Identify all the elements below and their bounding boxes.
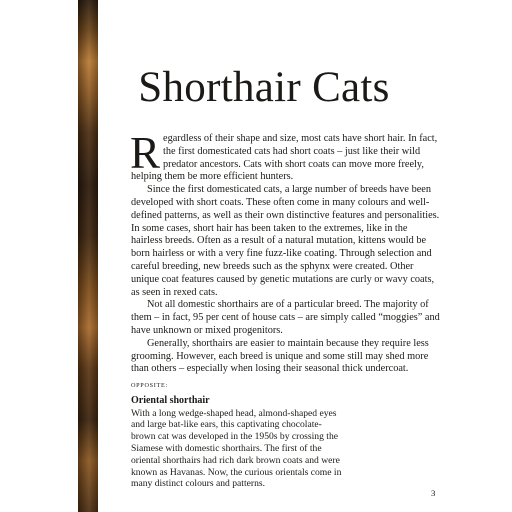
paragraph-4: Generally, shorthairs are easier to maintain because they require less grooming. However, each breed is unique and some still may shed more than others – especially when losing their seasonal thick undercoat. xyxy=(131,337,429,375)
photo-caption xyxy=(131,380,346,490)
paragraph-1-text: egardless of their shape and size, most cats have short hair. In fact, the first domesticated cats had short coats – just like their wild predator ancestors. Cats with short coats can move more freely, helping them be more efficient hunters. xyxy=(131,133,438,183)
drop-cap: R xyxy=(130,128,161,178)
body-text xyxy=(130,128,441,376)
paragraph-1 xyxy=(130,128,441,184)
page-number: 3 xyxy=(431,488,436,498)
caption-text: With a long wedge-shaped head, almond-shaped eyes and large bat-like ears, this captivating chocolate-brown cat was developed in the 1950s by crossing the Siamese with domestic shorthairs. The first of the oriental shorthairs had rich dark brown coats and were known as Havanas. Now, the curious orientals come in many distinct colours and patterns. xyxy=(131,407,342,490)
paragraph-2: Since the first domesticated cats, a large number of breeds have been developed with short coats. These often come in many colours and well-defined patterns, as well as their own distinctive features and personalities. In some cases, short hair has been taken to the extremes, like in the hairless breeds. Often as a result of a natural mutation, kittens would be born hairless or with a very fine fuzz-like coating. Through selection and careful breeding, new breeds such as the sphynx were created. Other unique coat features caused by genetic mutations are curly or wavy coats, as seen in rexed cats. xyxy=(131,184,440,298)
caption-title: Oriental shorthair xyxy=(131,394,210,406)
paragraph-3: Not all domestic shorthairs are of a particular breed. The majority of them – in fact, 95 per cent of house cats – are simply called “moggies” and have unknown or mixed progenitors. xyxy=(131,299,440,336)
page-title: Shorthair Cats xyxy=(138,64,390,111)
caption-eyebrow: OPPOSITE: xyxy=(131,382,168,389)
